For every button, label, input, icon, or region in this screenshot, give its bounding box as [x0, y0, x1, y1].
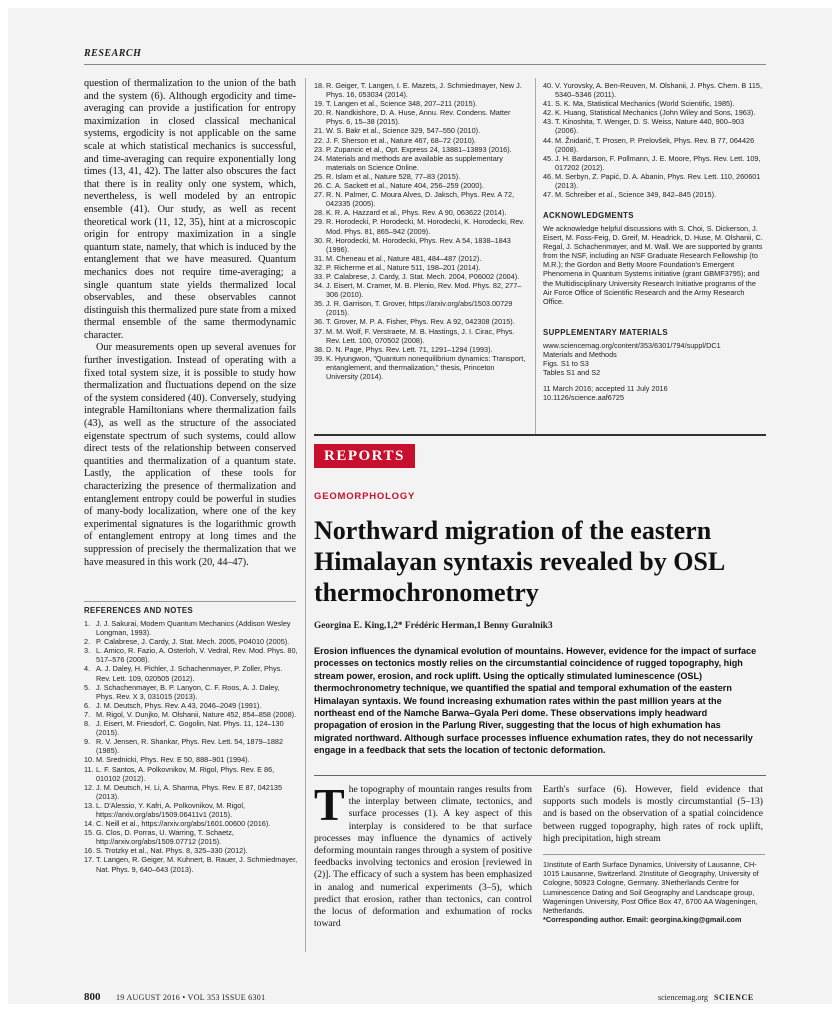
- reference-text: M. Rigol, V. Dunjko, M. Olshanii, Nature 452, 854–858 (2008).: [96, 709, 297, 719]
- reference-number: 46.: [543, 171, 554, 181]
- reference-entry: [84, 828, 298, 846]
- references-list-col3: [543, 81, 765, 199]
- reference-entry: [543, 172, 765, 190]
- reference-entry: [84, 737, 298, 755]
- reference-entry: [84, 619, 298, 637]
- reference-number: 38.: [314, 344, 325, 354]
- reference-number: 8.: [84, 719, 91, 729]
- reference-number: 5.: [84, 682, 91, 692]
- reference-number: 37.: [314, 326, 325, 336]
- reference-text: J. F. Sherson et al., Nature 467, 68–72 (2010).: [326, 135, 477, 145]
- reference-number: 9.: [84, 737, 91, 747]
- reference-number: 19.: [314, 99, 325, 109]
- reference-number: 39.: [314, 353, 325, 363]
- reference-text: L. F. Santos, A. Polkovnikov, M. Rigol, Phys. Rev. E 86, 010102 (2012).: [96, 764, 275, 783]
- reference-number: 26.: [314, 181, 325, 191]
- reference-entry: [314, 236, 528, 254]
- reference-text: L. D'Alessio, Y. Kafri, A. Polkovnikov, M. Rigol, https://arxiv.org/abs/1509.06411v1 (2015).: [96, 800, 246, 819]
- reference-number: 47.: [543, 190, 554, 200]
- reference-number: 15.: [84, 828, 95, 838]
- reference-number: 11.: [84, 764, 94, 774]
- article-category: GEOMORPHOLOGY: [314, 491, 416, 502]
- reference-entry: [314, 281, 528, 299]
- reference-entry: [543, 190, 765, 199]
- reference-entry: [84, 765, 298, 783]
- journal-page: [8, 8, 832, 1004]
- received-accepted-dates: 11 March 2016; accepted 11 July 2016: [543, 384, 668, 394]
- article-body-text: Earth's surface (6). However, field evidence that supports such models is mostly circumstantial (5–13) and is based on the observation of a spatial coincidence between rugged topography, high rates of rock uplift, high precipitation, high stream: [543, 784, 763, 844]
- reference-text: K. Hyungwon, "Quantum nonequilibrium dynamics: Transport, entanglement, and thermalization," thesis, Princeton University (2014).: [326, 353, 526, 381]
- references-heading: REFERENCES AND NOTES: [84, 606, 194, 615]
- reference-number: 7.: [84, 709, 91, 719]
- reference-number: 21.: [314, 126, 325, 136]
- reference-text: M. M. Wolf, F. Verstraete, M. B. Hastings, J. I. Cirac, Phys. Rev. Lett. 100, 070502 (2008).: [326, 326, 515, 345]
- reference-number: 1.: [84, 619, 91, 628]
- reference-text: J. Eisert, M. Cramer, M. B. Plenio, Rev. Mod. Phys. 82, 277–306 (2010).: [326, 281, 522, 300]
- reference-entry: [84, 719, 298, 737]
- supplementary-line: Tables S1 and S2: [543, 368, 601, 378]
- reference-entry: [84, 819, 298, 828]
- reference-entry: [314, 317, 528, 326]
- reference-text: M. Žnidarič, T. Prosen, P. Prelovšek, Phys. Rev. B 77, 064426 (2008).: [555, 135, 755, 154]
- reference-text: J. H. Bardarson, F. Pollmann, J. E. Moore, Phys. Rev. Lett. 109, 017202 (2012).: [555, 153, 761, 172]
- reference-entry: [314, 345, 528, 354]
- reference-number: 20.: [314, 108, 325, 118]
- reference-text: R. V. Jensen, R. Shankar, Phys. Rev. Lett. 54, 1879–1882 (1985).: [96, 737, 283, 756]
- reference-text: P. Richerme et al., Nature 511, 198–201 (2014).: [326, 262, 481, 272]
- acknowledgments-heading: ACKNOWLEDGMENTS: [543, 211, 634, 220]
- reference-entry: [314, 99, 528, 108]
- reference-text: P. Calabrese, J. Cardy, J. Stat. Mech. 2004, P06002 (2004).: [326, 271, 520, 281]
- reference-entry: [84, 637, 298, 646]
- reference-entry: [314, 299, 528, 317]
- reference-entry: [543, 117, 765, 135]
- journal-name: SCIENCE: [714, 993, 754, 1002]
- reference-entry: [84, 801, 298, 819]
- reference-text: T. Langen et al., Science 348, 207–211 (2015).: [326, 99, 478, 109]
- supplementary-heading: SUPPLEMENTARY MATERIALS: [543, 328, 669, 337]
- reference-entry: [84, 710, 298, 719]
- reference-number: 6.: [84, 700, 91, 710]
- doi: 10.1126/science.aaf6725: [543, 393, 625, 403]
- reports-banner: REPORTS: [314, 444, 415, 468]
- reference-text: R. Nandkishore, D. A. Huse, Annu. Rev. Condens. Matter Phys. 6, 15–38 (2015).: [326, 108, 511, 127]
- reference-entry: [314, 181, 528, 190]
- reference-text: A. J. Daley, H. Pichler, J. Schachenmayer, P. Zoller, Phys. Rev. Lett. 109, 020505 (2012).: [96, 664, 283, 683]
- reference-text: V. Yurovsky, A. Ben-Reuven, M. Olshanii, J. Phys. Chem. B 115, 5340–5346 (2011).: [555, 81, 762, 100]
- reference-text: S. K. Ma, Statistical Mechanics (World Scientific, 1985).: [555, 99, 735, 109]
- reference-entry: [84, 855, 298, 873]
- reference-number: 25.: [314, 171, 325, 181]
- reference-number: 45.: [543, 153, 554, 163]
- reference-entry: [314, 354, 528, 381]
- reference-text: R. N. Palmer, C. Moura Alves, D. Jaksch, Phys. Rev. A 72, 042335 (2005).: [326, 190, 515, 209]
- article-title: Northward migration of the eastern Himalayan syntaxis revealed by OSL thermochronometry: [314, 516, 724, 607]
- article-column-2: [543, 784, 763, 845]
- reference-number: 33.: [314, 271, 325, 281]
- issue-info: 19 AUGUST 2016 • VOL 353 ISSUE 6301: [116, 993, 266, 1002]
- body-paragraph: question of thermalization to the union of the bath and the system (6). Although ergodicity and time-averaging can provide a justification for entropy maximization in closed classical mechanical systems, ergodicity is not applicable on the same scale at which statistical mechanics is successful, and time-averaging can require exponentially long times (13, 41, 42). The latter also obscures the fact that there is in reality only one system, which, nevertheless, is well modeled by an entropic ensemble (41). Our study, as well as recent theoretical work (11, 12, 35), hint at a microscopic origin for entropy maximization in a single quantum state, namely, that which is induced by the entanglement that we have measured. Quantum mechanics does not require time-averaging; a single quantum state yields thermalized local observables, and these observables cannot distinguish this thermalized pure state from a mixed thermal ensemble of the same thermodynamic character.: [84, 78, 296, 341]
- reference-number: 40.: [543, 81, 554, 90]
- reference-text: R. Geiger, T. Langen, I. E. Mazets, J. Schmiedmayer, New J. Phys. 16, 053034 (2014).: [326, 81, 522, 100]
- reference-entry: [314, 108, 528, 126]
- article-abstract: Erosion influences the dynamical evolution of mountains. However, evidence for the impact of surface processes on tectonics mostly relies on the circumstantial coincidence of rugged topography, high stream power, erosion, and rock uplift. Using the optically stimulated luminescence (OSL) thermochronometry technique, we quantified the spatial and temporal exhumation of the eastern Himalayan syntaxis. We found increasing exhumation rates within the past million years at the northeast end of the Namche Barwa–Gyala Peri dome. These observations imply headward propagation of erosion in the Parlung River, suggesting that the locus of high exhumation has migrated northward. Although surface processes influence exhumation rates, they do not necessarily engage in a feedback that sets the location of tectonic deformation.: [314, 646, 757, 756]
- reference-number: 3.: [84, 646, 91, 656]
- reference-number: 17.: [84, 855, 95, 865]
- reference-text: D. N. Page, Phys. Rev. Lett. 71, 1291–1294 (1993).: [326, 344, 493, 354]
- reference-text: Materials and methods are available as supplementary materials on Science Online.: [326, 153, 503, 172]
- article-authors: Georgina E. King,1,2* Frédéric Herman,1 Benny Guralnik3: [314, 621, 553, 631]
- reference-entry: [84, 646, 298, 664]
- reference-entry: [314, 145, 528, 154]
- reference-entry: [314, 254, 528, 263]
- reference-text: S. Trotzky et al., Nat. Phys. 8, 325–330 (2012).: [96, 846, 248, 856]
- reference-text: C. Neill et al., https://arxiv.org/abs/1601.00600 (2016).: [96, 819, 271, 829]
- reference-number: 2.: [84, 637, 91, 647]
- reference-text: J. R. Garrison, T. Grover, https://arxiv.org/abs/1503.00729 (2015).: [326, 299, 513, 318]
- reference-entry: [314, 272, 528, 281]
- reference-entry: [84, 846, 298, 855]
- supplementary-links: [543, 341, 765, 403]
- article-body-text: he topography of mountain ranges results from the interplay between climate, tectonics, and surface processes (1). A key aspect of this interplay is considered to be that surface processes may influence the dynamics of actively deforming mountain ranges through a system of positive feedbacks involving tectonics and erosion [reviewed in (2)]. The efficacy of such a system has been emphasized in analog and numerical experiments (3–5), which predict that erosion, rather than tectonics, can control the locus of deformation and exhumation of rocks toward: [314, 784, 532, 930]
- reference-entry: [543, 99, 765, 108]
- affiliations-rule: [543, 854, 765, 855]
- section-header: RESEARCH: [84, 48, 142, 59]
- reference-entry: [314, 217, 528, 235]
- reference-text: M. Srednicki, Phys. Rev. E 50, 888–901 (1994).: [96, 755, 250, 765]
- reference-text: T. Grover, M. P. A. Fisher, Phys. Rev. A 92, 042308 (2015).: [326, 317, 515, 327]
- reference-number: 23.: [314, 144, 325, 154]
- reference-entry: [314, 81, 528, 99]
- references-list-col1: [84, 619, 298, 874]
- reference-number: 31.: [314, 253, 325, 263]
- reference-text: J. Schachenmayer, B. P. Lanyon, C. F. Roos, A. J. Daley, Phys. Rev. X 3, 031015 (2013).: [96, 682, 280, 701]
- reference-entry: [84, 755, 298, 764]
- reference-number: 12.: [84, 782, 95, 792]
- reference-entry: [543, 108, 765, 117]
- reference-number: 30.: [314, 235, 325, 245]
- reference-number: 16.: [84, 846, 95, 856]
- reference-text: K. R. A. Hazzard et al., Phys. Rev. A 90, 063622 (2014).: [326, 208, 507, 218]
- reference-entry: [84, 701, 298, 710]
- reference-number: 42.: [543, 108, 554, 118]
- page-number: 800: [84, 991, 101, 1003]
- reference-number: 14.: [84, 819, 95, 829]
- reference-entry: [314, 172, 528, 181]
- reference-text: M. Cheneau et al., Nature 481, 484–487 (2012).: [326, 253, 482, 263]
- body-text-column: [84, 78, 296, 569]
- reference-text: J. J. Sakurai, Modern Quantum Mechanics (Addison Wesley Longman, 1993).: [96, 619, 291, 638]
- reference-text: J. M. Deutsch, H. Li, A. Sharma, Phys. Rev. E 87, 042135 (2013).: [96, 782, 283, 801]
- column-divider: [305, 78, 306, 952]
- affiliations: [543, 860, 765, 924]
- supplementary-url[interactable]: www.sciencemag.org/content/353/6301/794/suppl/DC1: [543, 341, 721, 350]
- reference-number: 24.: [314, 153, 325, 163]
- reference-number: 29.: [314, 217, 325, 227]
- abstract-rule: [314, 775, 766, 776]
- site-name[interactable]: sciencemag.org: [658, 993, 708, 1002]
- reference-entry: [314, 327, 528, 345]
- reference-text: M. Serbyn, Z. Papić, D. A. Abanin, Phys. Rev. Lett. 110, 260601 (2013).: [555, 171, 761, 191]
- references-rule: [84, 601, 296, 602]
- reference-text: P. Calabrese, J. Cardy, J. Stat. Mech. 2005, P04010 (2005).: [96, 637, 290, 647]
- drop-cap: T: [314, 779, 345, 830]
- reference-text: R. Islam et al., Nature 528, 77–83 (2015).: [326, 171, 461, 181]
- reference-entry: [84, 683, 298, 701]
- reference-text: J. M. Deutsch, Phys. Rev. A 43, 2046–2049 (1991).: [96, 700, 262, 710]
- supplementary-line: Figs. S1 to S3: [543, 359, 589, 369]
- reference-entry: [543, 154, 765, 172]
- reference-number: 27.: [314, 190, 325, 200]
- reference-text: J. Eisert, M. Friesdorf, C. Gogolin, Nat. Phys. 11, 124–130 (2015).: [96, 719, 284, 738]
- reference-number: 4.: [84, 664, 91, 674]
- reference-entry: [543, 81, 765, 99]
- references-list-col2: [314, 81, 528, 381]
- reference-number: 41.: [543, 99, 554, 109]
- reference-entry: [314, 208, 528, 217]
- reference-text: M. Schreiber et al., Science 349, 842–845 (2015).: [555, 190, 717, 200]
- supplementary-line: Materials and Methods: [543, 350, 617, 360]
- reference-entry: [314, 154, 528, 172]
- reference-entry: [314, 136, 528, 145]
- reports-top-rule: [314, 434, 766, 436]
- reference-number: 13.: [84, 800, 95, 810]
- reference-text: C. A. Sackett et al., Nature 404, 256–259 (2000).: [326, 181, 484, 191]
- reference-text: R. Horodecki, P. Horodecki, M. Horodecki, K. Horodecki, Rev. Mod. Phys. 81, 865–942 (2009).: [326, 217, 525, 236]
- reference-text: G. Clos, D. Porras, U. Warring, T. Schaetz, http://arxiv.org/abs/1509.07712 (2015).: [96, 828, 234, 847]
- acknowledgments-text: We acknowledge helpful discussions with S. Choi, S. Dickerson, J. Eisert, M. Foss-Feig, D. Greif, M. Headrick, D. Huse, M. Olshanii, C. Regal, J. Schachenmayer, and M. Wall. We are supported by grants from the NSF, including an NSF Graduate Research Fellowship (to M.R.); the Gordon and Betty Moore Foundation's Emergent Phenomena in Quantum Systems initiative (grant GBMF3795); and the Multidisciplinary University Research Initiative programs of the Air Force Office of Scientific Research and the Army Research Office.: [543, 224, 763, 306]
- header-rule: [84, 64, 766, 65]
- reference-text: K. Huang, Statistical Mechanics (John Wiley and Sons, 1963).: [555, 108, 756, 118]
- reference-number: 36.: [314, 317, 325, 327]
- body-paragraph: Our measurements open up several avenues for further investigation. Instead of operating with a fixed total system size, it is possible to study how thermalization and fluctuations depend on the size of the system considered (40). Conversely, studying integrable Hamiltonians where thermalization fails (43), as well as the structure of the associated eigenstate spectrum of such systems, could allow direct tests of the relationship between conserved quantities and thermalization of a quantum state. Lastly, the application of these tools for characterizing the presence of thermalization and entanglement entropy could be powerful in studies of many-body localization, where one of the key experimental signatures is the logarithmic growth of entanglement entropy at long times and the suppression of precisely the thermalization that we have measured in this work (20, 44–47).: [84, 342, 296, 568]
- reference-text: R. Horodecki, M. Horodecki, Phys. Rev. A 54, 1838–1843 (1996).: [326, 235, 511, 254]
- reference-text: L. Amico, R. Fazio, A. Osterloh, V. Vedral, Rev. Mod. Phys. 80, 517–576 (2008).: [96, 646, 298, 665]
- reference-entry: [84, 783, 298, 801]
- reference-number: 35.: [314, 299, 325, 309]
- reference-entry: [314, 263, 528, 272]
- reference-number: 32.: [314, 262, 325, 272]
- reference-number: 34.: [314, 281, 325, 291]
- reference-number: 28.: [314, 208, 325, 218]
- affiliation-text: 1Institute of Earth Surface Dynamics, University of Lausanne, CH-1015 Lausanne, Switzerland. 2Institute of Geography, University of Cologne, 50923 Cologne, Germany. 3Netherlands Centre for Luminescence Dating and Soil Geography and Landscape group, Wageningen University, Post Office Box 47, 6700 AA Wageningen, Netherlands.: [543, 860, 759, 916]
- reference-number: 22.: [314, 135, 325, 145]
- reference-entry: [314, 126, 528, 135]
- reference-entry: [84, 664, 298, 682]
- article-column-1: [314, 779, 532, 930]
- reference-text: T. Langen, R. Geiger, M. Kuhnert, B. Rauer, J. Schmiedmayer, Nat. Phys. 9, 640–643 (2013).: [96, 855, 298, 874]
- corresponding-author: *Corresponding author. Email: georgina.king@gmail.com: [543, 915, 742, 925]
- reference-text: T. Kinoshita, T. Wenger, D. S. Weiss, Nature 440, 900–903 (2006).: [555, 117, 745, 136]
- column-divider: [535, 78, 536, 434]
- reference-entry: [543, 136, 765, 154]
- reference-text: W. S. Bakr et al., Science 329, 547–550 (2010).: [326, 126, 481, 136]
- reference-text: P. Zupancic et al., Opt. Express 24, 13881–13893 (2016).: [326, 144, 512, 154]
- reference-number: 43.: [543, 117, 554, 127]
- reference-number: 10.: [84, 755, 95, 765]
- reference-number: 44.: [543, 135, 554, 145]
- reference-entry: [314, 190, 528, 208]
- reference-number: 18.: [314, 81, 325, 90]
